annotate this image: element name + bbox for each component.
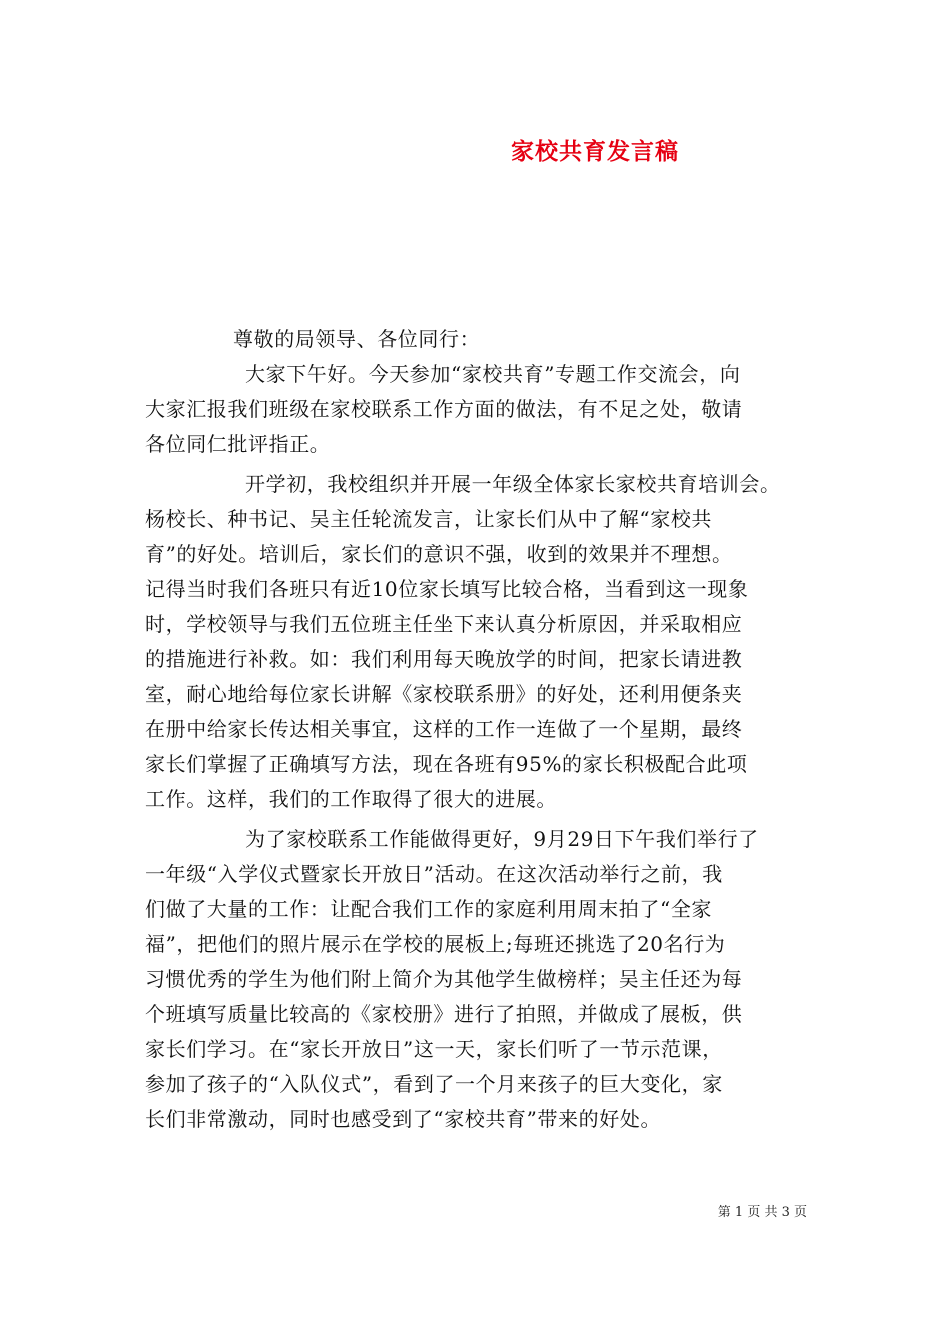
paragraph-line: 在册中给家长传达相关事宜，这样的工作一连做了一个星期，最终	[145, 717, 743, 741]
paragraph-line: 大家汇报我们班级在家校联系工作方面的做法，有不足之处，敬请	[145, 397, 743, 421]
paragraph-line: 大家下午好。今天参加“家校共育”专题工作交流会，向	[245, 362, 741, 386]
paragraph-line: 杨校长、种书记、吴主任轮流发言，让家长们从中了解“家校共	[145, 507, 713, 531]
paragraph-line: 室，耐心地给每位家长讲解《家校联系册》的好处，还利用便条夹	[145, 682, 743, 706]
paragraph-1	[145, 357, 815, 462]
paragraph-line: 一年级“入学仪式暨家长开放日”活动。在这次活动举行之前，我	[145, 862, 723, 886]
paragraph-line: 习惯优秀的学生为他们附上简介为其他学生做榜样；吴主任还为每	[145, 967, 743, 991]
paragraph-line: 育”的好处。培训后，家长们的意识不强，收到的效果并不理想。	[145, 542, 733, 566]
paragraph-line: 参加了孩子的“入队仪式”，看到了一个月来孩子的巨大变化，家	[145, 1072, 723, 1096]
paragraph-line: 的措施进行补救。如：我们利用每天晚放学的时间，把家长请进教	[145, 647, 743, 671]
paragraph-line: 家长们掌握了正确填写方法，现在各班有95%的家长积极配合此项	[145, 752, 748, 776]
greeting-line: 尊敬的局领导、各位同行：	[233, 327, 481, 351]
paragraph-line: 各位同仁批评指正。	[145, 432, 331, 456]
paragraph-line: 长们非常激动，同时也感受到了“家校共育”带来的好处。	[145, 1107, 662, 1131]
document-title: 家校共育发言稿	[511, 139, 679, 165]
paragraph-2	[145, 467, 815, 817]
paragraph-line: 们做了大量的工作：让配合我们工作的家庭利用周末拍了“全家	[145, 897, 713, 921]
paragraph-line: 福”，把他们的照片展示在学校的展板上;每班还挑选了20名行为	[145, 932, 726, 956]
document-body	[145, 322, 815, 1137]
paragraph-line: 家长们学习。在“家长开放日”这一天，家长们听了一节示范课，	[145, 1037, 723, 1061]
paragraph-line: 个班填写质量比较高的《家校册》进行了拍照，并做成了展板，供	[145, 1002, 743, 1026]
paragraph-line: 为了家校联系工作能做得更好，9月29日下午我们举行了	[245, 827, 759, 851]
page-number: 第 1 页 共 3 页	[717, 1205, 807, 1220]
paragraph-line: 开学初，我校组织并开展一年级全体家长家校共育培训会。	[245, 472, 781, 496]
paragraph-3	[145, 822, 815, 1137]
paragraph-line: 记得当时我们各班只有近10位家长填写比较合格，当看到这一现象	[145, 577, 749, 601]
paragraph-line: 工作。这样，我们的工作取得了很大的进展。	[145, 787, 557, 811]
paragraph-line: 时，学校领导与我们五位班主任坐下来认真分析原因，并采取相应	[145, 612, 743, 636]
